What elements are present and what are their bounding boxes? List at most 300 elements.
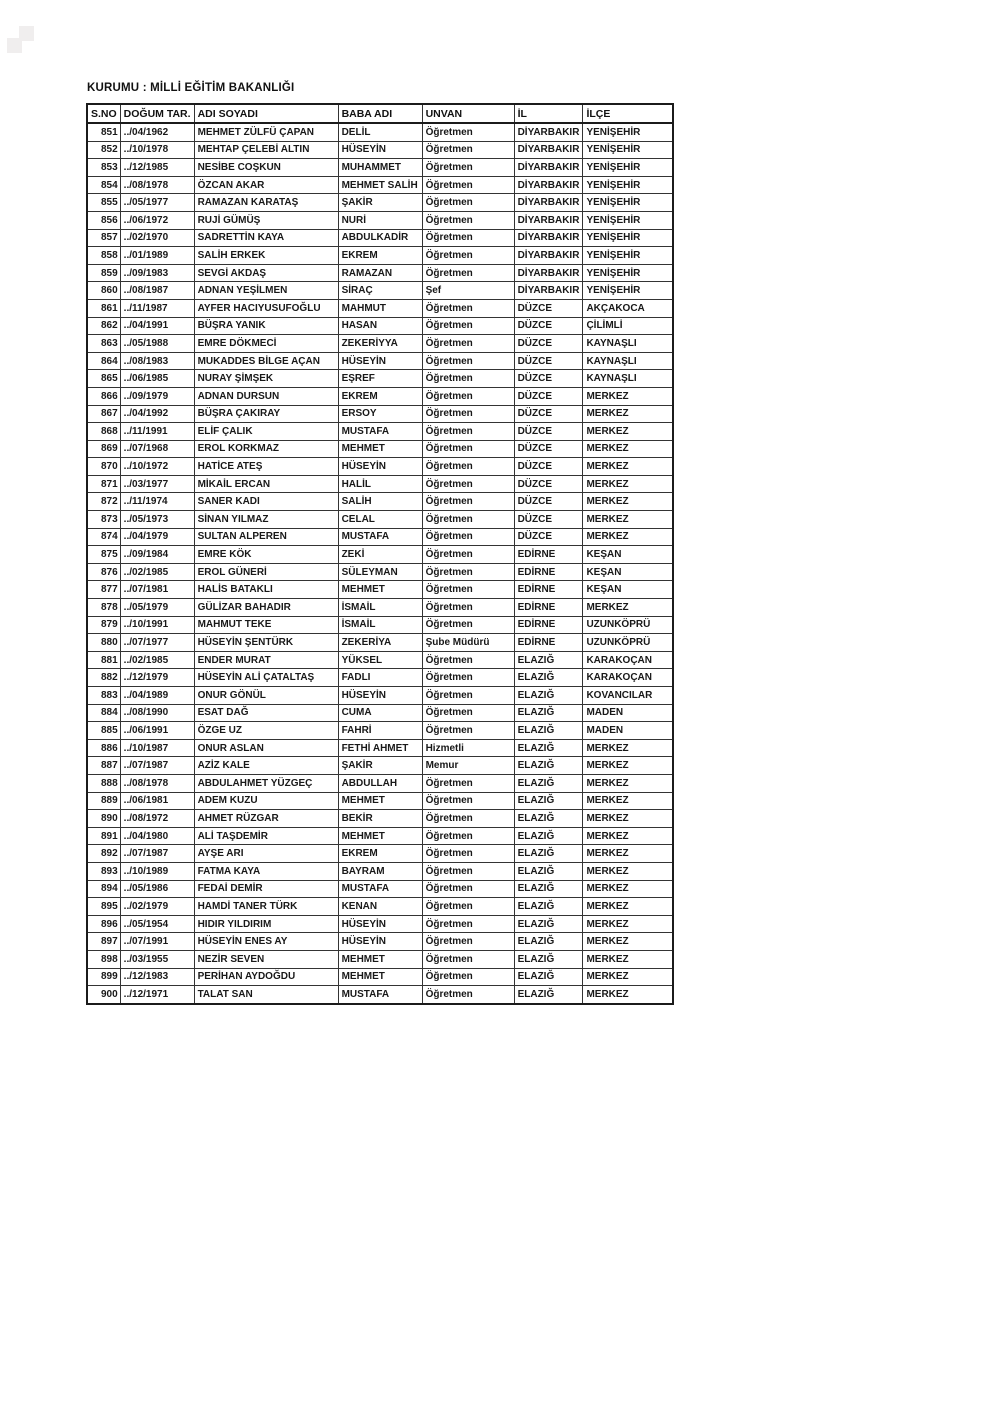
cell-adi-soyadi: HALİS BATAKLI [194,581,338,599]
cell-unvan: Şef [422,282,514,300]
cell-dogum-tar: ../06/1985 [120,370,194,388]
cell-il: DİYARBAKIR [514,141,583,159]
cell-dogum-tar: ../08/1972 [120,810,194,828]
cell-baba-adi: ŞAKİR [338,757,422,775]
cell-unvan: Öğretmen [422,264,514,282]
cell-adi-soyadi: TALAT SAN [194,986,338,1004]
cell-dogum-tar: ../02/1985 [120,563,194,581]
cell-il: DÜZCE [514,335,583,353]
cell-il: DÜZCE [514,299,583,317]
cell-sno: 866 [87,387,120,405]
cell-unvan: Şube Müdürü [422,634,514,652]
cell-adi-soyadi: ELİF ÇALIK [194,423,338,441]
cell-sno: 882 [87,669,120,687]
cell-il: DÜZCE [514,423,583,441]
cell-il: ELAZIĞ [514,880,583,898]
cell-adi-soyadi: MEHMET ZÜLFÜ ÇAPAN [194,123,338,141]
cell-unvan: Öğretmen [422,387,514,405]
cell-baba-adi: SALİH [338,493,422,511]
cell-baba-adi: ZEKERİYYA [338,335,422,353]
table-row [87,528,673,546]
cell-baba-adi: ABDULLAH [338,774,422,792]
cell-il: ELAZIĞ [514,722,583,740]
cell-ilce: AKÇAKOCA [583,299,673,317]
cell-dogum-tar: ../05/1979 [120,599,194,617]
cell-il: ELAZIĞ [514,986,583,1004]
cell-ilce: MERKEZ [583,757,673,775]
table-row [87,757,673,775]
cell-il: DÜZCE [514,317,583,335]
cell-adi-soyadi: AYŞE ARI [194,845,338,863]
cell-adi-soyadi: HÜSEYİN ŞENTÜRK [194,634,338,652]
cell-sno: 875 [87,546,120,564]
cell-ilce: MERKEZ [583,440,673,458]
table-row [87,616,673,634]
cell-dogum-tar: ../05/1954 [120,915,194,933]
cell-sno: 891 [87,827,120,845]
table-row [87,264,673,282]
cell-adi-soyadi: SİNAN YILMAZ [194,511,338,529]
table-row [87,405,673,423]
cell-il: EDİRNE [514,634,583,652]
cell-unvan: Öğretmen [422,792,514,810]
cell-ilce: UZUNKÖPRÜ [583,616,673,634]
cell-ilce: MERKEZ [583,862,673,880]
table-row [87,599,673,617]
table-row [87,862,673,880]
table-row [87,704,673,722]
cell-il: DİYARBAKIR [514,176,583,194]
cell-dogum-tar: ../05/1977 [120,194,194,212]
cell-dogum-tar: ../12/1983 [120,968,194,986]
cell-dogum-tar: ../03/1977 [120,475,194,493]
cell-il: ELAZIĞ [514,968,583,986]
cell-sno: 899 [87,968,120,986]
table-row [87,335,673,353]
cell-sno: 885 [87,722,120,740]
cell-ilce: KEŞAN [583,581,673,599]
cell-ilce: YENİŞEHİR [583,176,673,194]
cell-sno: 898 [87,950,120,968]
cell-unvan: Öğretmen [422,563,514,581]
cell-dogum-tar: ../08/1978 [120,774,194,792]
cell-sno: 864 [87,352,120,370]
cell-baba-adi: MEHMET [338,950,422,968]
cell-baba-adi: CUMA [338,704,422,722]
table-row [87,845,673,863]
cell-dogum-tar: ../08/1990 [120,704,194,722]
column-header-baba-adi: BABA ADI [338,104,422,123]
cell-il: ELAZIĞ [514,651,583,669]
cell-sno: 876 [87,563,120,581]
cell-baba-adi: SÜLEYMAN [338,563,422,581]
cell-baba-adi: MEHMET SALİH [338,176,422,194]
cell-dogum-tar: ../11/1974 [120,493,194,511]
cell-baba-adi: FETHİ AHMET [338,739,422,757]
cell-il: ELAZIĞ [514,774,583,792]
cell-ilce: YENİŞEHİR [583,229,673,247]
cell-dogum-tar: ../07/1987 [120,845,194,863]
cell-dogum-tar: ../09/1983 [120,264,194,282]
table-row [87,810,673,828]
cell-unvan: Öğretmen [422,458,514,476]
table-row [87,774,673,792]
cell-ilce: YENİŞEHİR [583,282,673,300]
cell-adi-soyadi: HIDIR YILDIRIM [194,915,338,933]
cell-adi-soyadi: NESİBE COŞKUN [194,159,338,177]
cell-unvan: Öğretmen [422,247,514,265]
cell-il: ELAZIĞ [514,704,583,722]
cell-sno: 897 [87,933,120,951]
table-row [87,475,673,493]
cell-dogum-tar: ../12/1979 [120,669,194,687]
cell-ilce: ÇİLİMLİ [583,317,673,335]
cell-ilce: MERKEZ [583,475,673,493]
cell-adi-soyadi: ESAT DAĞ [194,704,338,722]
cell-dogum-tar: ../04/1991 [120,317,194,335]
cell-unvan: Öğretmen [422,176,514,194]
table-row [87,986,673,1004]
cell-adi-soyadi: PERİHAN AYDOĞDU [194,968,338,986]
cell-adi-soyadi: ENDER MURAT [194,651,338,669]
cell-unvan: Öğretmen [422,423,514,441]
cell-dogum-tar: ../06/1991 [120,722,194,740]
cell-adi-soyadi: ADEM KUZU [194,792,338,810]
column-header-ilce: İLÇE [583,104,673,123]
cell-sno: 862 [87,317,120,335]
cell-unvan: Hizmetli [422,739,514,757]
cell-dogum-tar: ../06/1972 [120,211,194,229]
cell-adi-soyadi: AZİZ KALE [194,757,338,775]
cell-baba-adi: EKREM [338,387,422,405]
cell-unvan: Öğretmen [422,211,514,229]
cell-adi-soyadi: NEZİR SEVEN [194,950,338,968]
cell-dogum-tar: ../08/1983 [120,352,194,370]
cell-unvan: Öğretmen [422,669,514,687]
cell-sno: 878 [87,599,120,617]
cell-adi-soyadi: NURAY ŞİMŞEK [194,370,338,388]
cell-dogum-tar: ../02/1985 [120,651,194,669]
cell-unvan: Öğretmen [422,581,514,599]
table-row [87,123,673,141]
cell-sno: 888 [87,774,120,792]
cell-baba-adi: HALİL [338,475,422,493]
cell-ilce: KARAKOÇAN [583,651,673,669]
cell-ilce: MERKEZ [583,950,673,968]
cell-unvan: Öğretmen [422,898,514,916]
cell-dogum-tar: ../07/1991 [120,933,194,951]
cell-ilce: MERKEZ [583,458,673,476]
cell-adi-soyadi: ÖZCAN AKAR [194,176,338,194]
cell-adi-soyadi: HÜSEYİN ENES AY [194,933,338,951]
cell-baba-adi: FADLI [338,669,422,687]
cell-sno: 858 [87,247,120,265]
cell-dogum-tar: ../11/1991 [120,423,194,441]
cell-sno: 851 [87,123,120,141]
cell-il: DÜZCE [514,493,583,511]
cell-dogum-tar: ../09/1984 [120,546,194,564]
table-row [87,194,673,212]
cell-dogum-tar: ../04/1962 [120,123,194,141]
cell-baba-adi: EŞREF [338,370,422,388]
cell-unvan: Öğretmen [422,687,514,705]
cell-baba-adi: FAHRİ [338,722,422,740]
cell-adi-soyadi: ADNAN DURSUN [194,387,338,405]
cell-il: DÜZCE [514,387,583,405]
cell-adi-soyadi: SALİH ERKEK [194,247,338,265]
cell-sno: 860 [87,282,120,300]
cell-adi-soyadi: ONUR ASLAN [194,739,338,757]
table-row [87,247,673,265]
cell-adi-soyadi: SANER KADI [194,493,338,511]
cell-baba-adi: MEHMET [338,581,422,599]
table-row [87,141,673,159]
table-row [87,282,673,300]
cell-sno: 886 [87,739,120,757]
cell-dogum-tar: ../09/1979 [120,387,194,405]
cell-baba-adi: BEKİR [338,810,422,828]
cell-sno: 879 [87,616,120,634]
cell-il: ELAZIĞ [514,739,583,757]
cell-adi-soyadi: GÜLİZAR BAHADIR [194,599,338,617]
cell-sno: 859 [87,264,120,282]
cell-unvan: Öğretmen [422,493,514,511]
table-row [87,563,673,581]
cell-sno: 880 [87,634,120,652]
cell-adi-soyadi: FEDAİ DEMİR [194,880,338,898]
table-row [87,933,673,951]
cell-sno: 853 [87,159,120,177]
cell-il: DÜZCE [514,440,583,458]
cell-unvan: Öğretmen [422,546,514,564]
table-row [87,950,673,968]
table-header [87,104,673,123]
cell-unvan: Öğretmen [422,704,514,722]
cell-sno: 863 [87,335,120,353]
cell-sno: 869 [87,440,120,458]
cell-baba-adi: MUSTAFA [338,528,422,546]
cell-ilce: MERKEZ [583,405,673,423]
cell-il: ELAZIĞ [514,933,583,951]
cell-unvan: Öğretmen [422,950,514,968]
column-header-unvan: UNVAN [422,104,514,123]
cell-ilce: MADEN [583,722,673,740]
cell-il: DÜZCE [514,370,583,388]
table-row [87,176,673,194]
cell-ilce: MERKEZ [583,915,673,933]
header-row [87,104,673,123]
cell-sno: 889 [87,792,120,810]
cell-dogum-tar: ../02/1970 [120,229,194,247]
cell-ilce: MERKEZ [583,898,673,916]
cell-dogum-tar: ../04/1992 [120,405,194,423]
cell-baba-adi: ZEKERİYA [338,634,422,652]
table-row [87,880,673,898]
cell-sno: 874 [87,528,120,546]
cell-baba-adi: MEHMET [338,792,422,810]
cell-baba-adi: RAMAZAN [338,264,422,282]
cell-ilce: YENİŞEHİR [583,141,673,159]
document-title: KURUMU : MİLLİ EĞİTİM BAKANLIĞI [87,82,295,94]
cell-adi-soyadi: EMRE KÖK [194,546,338,564]
cell-baba-adi: MUSTAFA [338,880,422,898]
cell-baba-adi: MEHMET [338,968,422,986]
table-row [87,827,673,845]
cell-il: ELAZIĞ [514,810,583,828]
cell-ilce: MERKEZ [583,528,673,546]
cell-ilce: MERKEZ [583,493,673,511]
cell-adi-soyadi: SADRETTİN KAYA [194,229,338,247]
cell-sno: 871 [87,475,120,493]
cell-baba-adi: HÜSEYİN [338,458,422,476]
cell-il: DİYARBAKIR [514,247,583,265]
cell-dogum-tar: ../06/1981 [120,792,194,810]
cell-ilce: MERKEZ [583,827,673,845]
cell-adi-soyadi: ÖZGE UZ [194,722,338,740]
cell-ilce: UZUNKÖPRÜ [583,634,673,652]
cell-unvan: Öğretmen [422,229,514,247]
cell-ilce: MERKEZ [583,599,673,617]
cell-unvan: Öğretmen [422,599,514,617]
table-row [87,915,673,933]
cell-il: ELAZIĞ [514,757,583,775]
cell-unvan: Öğretmen [422,159,514,177]
cell-adi-soyadi: EROL KORKMAZ [194,440,338,458]
table-row [87,546,673,564]
cell-ilce: MERKEZ [583,968,673,986]
cell-adi-soyadi: HAMDİ TANER TÜRK [194,898,338,916]
cell-ilce: MERKEZ [583,880,673,898]
cell-unvan: Öğretmen [422,722,514,740]
cell-il: EDİRNE [514,546,583,564]
cell-sno: 884 [87,704,120,722]
cell-adi-soyadi: AHMET RÜZGAR [194,810,338,828]
cell-dogum-tar: ../10/1978 [120,141,194,159]
cell-baba-adi: HÜSEYİN [338,352,422,370]
cell-adi-soyadi: FATMA KAYA [194,862,338,880]
cell-unvan: Öğretmen [422,352,514,370]
personnel-table [86,103,674,1005]
cell-adi-soyadi: BÜŞRA ÇAKIRAY [194,405,338,423]
cell-sno: 855 [87,194,120,212]
cell-sno: 873 [87,511,120,529]
table-row [87,458,673,476]
cell-unvan: Öğretmen [422,915,514,933]
cell-ilce: YENİŞEHİR [583,194,673,212]
cell-il: DÜZCE [514,405,583,423]
cell-sno: 893 [87,862,120,880]
cell-sno: 861 [87,299,120,317]
cell-baba-adi: ERSOY [338,405,422,423]
cell-il: DİYARBAKIR [514,264,583,282]
cell-ilce: MERKEZ [583,739,673,757]
cell-il: EDİRNE [514,563,583,581]
cell-sno: 894 [87,880,120,898]
table-row [87,722,673,740]
cell-baba-adi: SİRAÇ [338,282,422,300]
cell-adi-soyadi: MAHMUT TEKE [194,616,338,634]
cell-baba-adi: KENAN [338,898,422,916]
table-row [87,634,673,652]
cell-baba-adi: ZEKİ [338,546,422,564]
cell-adi-soyadi: RAMAZAN KARATAŞ [194,194,338,212]
cell-adi-soyadi: SEVGİ AKDAŞ [194,264,338,282]
cell-il: EDİRNE [514,599,583,617]
cell-dogum-tar: ../12/1985 [120,159,194,177]
cell-unvan: Öğretmen [422,299,514,317]
cell-ilce: KAYNAŞLI [583,335,673,353]
cell-unvan: Öğretmen [422,317,514,335]
cell-ilce: KEŞAN [583,563,673,581]
cell-dogum-tar: ../07/1977 [120,634,194,652]
cell-ilce: MERKEZ [583,423,673,441]
cell-unvan: Öğretmen [422,810,514,828]
cell-ilce: MERKEZ [583,792,673,810]
cell-unvan: Öğretmen [422,616,514,634]
column-header-adi-soyadi: ADI SOYADI [194,104,338,123]
cell-baba-adi: EKREM [338,845,422,863]
cell-il: DİYARBAKIR [514,194,583,212]
cell-sno: 900 [87,986,120,1004]
cell-il: ELAZIĞ [514,862,583,880]
cell-baba-adi: HÜSEYİN [338,687,422,705]
cell-unvan: Öğretmen [422,827,514,845]
cell-ilce: YENİŞEHİR [583,211,673,229]
cell-il: EDİRNE [514,581,583,599]
column-header-il: İL [514,104,583,123]
table-row [87,687,673,705]
cell-dogum-tar: ../03/1955 [120,950,194,968]
table-row [87,387,673,405]
cell-il: DİYARBAKIR [514,282,583,300]
table-row [87,352,673,370]
cell-baba-adi: MUHAMMET [338,159,422,177]
cell-il: EDİRNE [514,616,583,634]
table-row [87,739,673,757]
cell-unvan: Öğretmen [422,141,514,159]
cell-unvan: Öğretmen [422,968,514,986]
cell-adi-soyadi: ALİ TAŞDEMİR [194,827,338,845]
cell-sno: 865 [87,370,120,388]
cell-dogum-tar: ../05/1986 [120,880,194,898]
cell-il: DÜZCE [514,475,583,493]
table-row [87,440,673,458]
cell-adi-soyadi: ADNAN YEŞİLMEN [194,282,338,300]
cell-baba-adi: ŞAKİR [338,194,422,212]
cell-dogum-tar: ../12/1971 [120,986,194,1004]
cell-dogum-tar: ../07/1987 [120,757,194,775]
cell-adi-soyadi: MİKAİL ERCAN [194,475,338,493]
cell-baba-adi: HASAN [338,317,422,335]
cell-adi-soyadi: RUJİ GÜMÜŞ [194,211,338,229]
cell-sno: 872 [87,493,120,511]
cell-baba-adi: İSMAİL [338,599,422,617]
cell-unvan: Memur [422,757,514,775]
table-row [87,511,673,529]
cell-dogum-tar: ../04/1980 [120,827,194,845]
cell-dogum-tar: ../08/1978 [120,176,194,194]
cell-il: DÜZCE [514,528,583,546]
cell-baba-adi: MUSTAFA [338,986,422,1004]
cell-adi-soyadi: EROL GÜNERİ [194,563,338,581]
cell-dogum-tar: ../10/1989 [120,862,194,880]
cell-il: ELAZIĞ [514,915,583,933]
table-row [87,581,673,599]
cell-unvan: Öğretmen [422,862,514,880]
cell-baba-adi: NURİ [338,211,422,229]
cell-il: DÜZCE [514,352,583,370]
cell-unvan: Öğretmen [422,528,514,546]
